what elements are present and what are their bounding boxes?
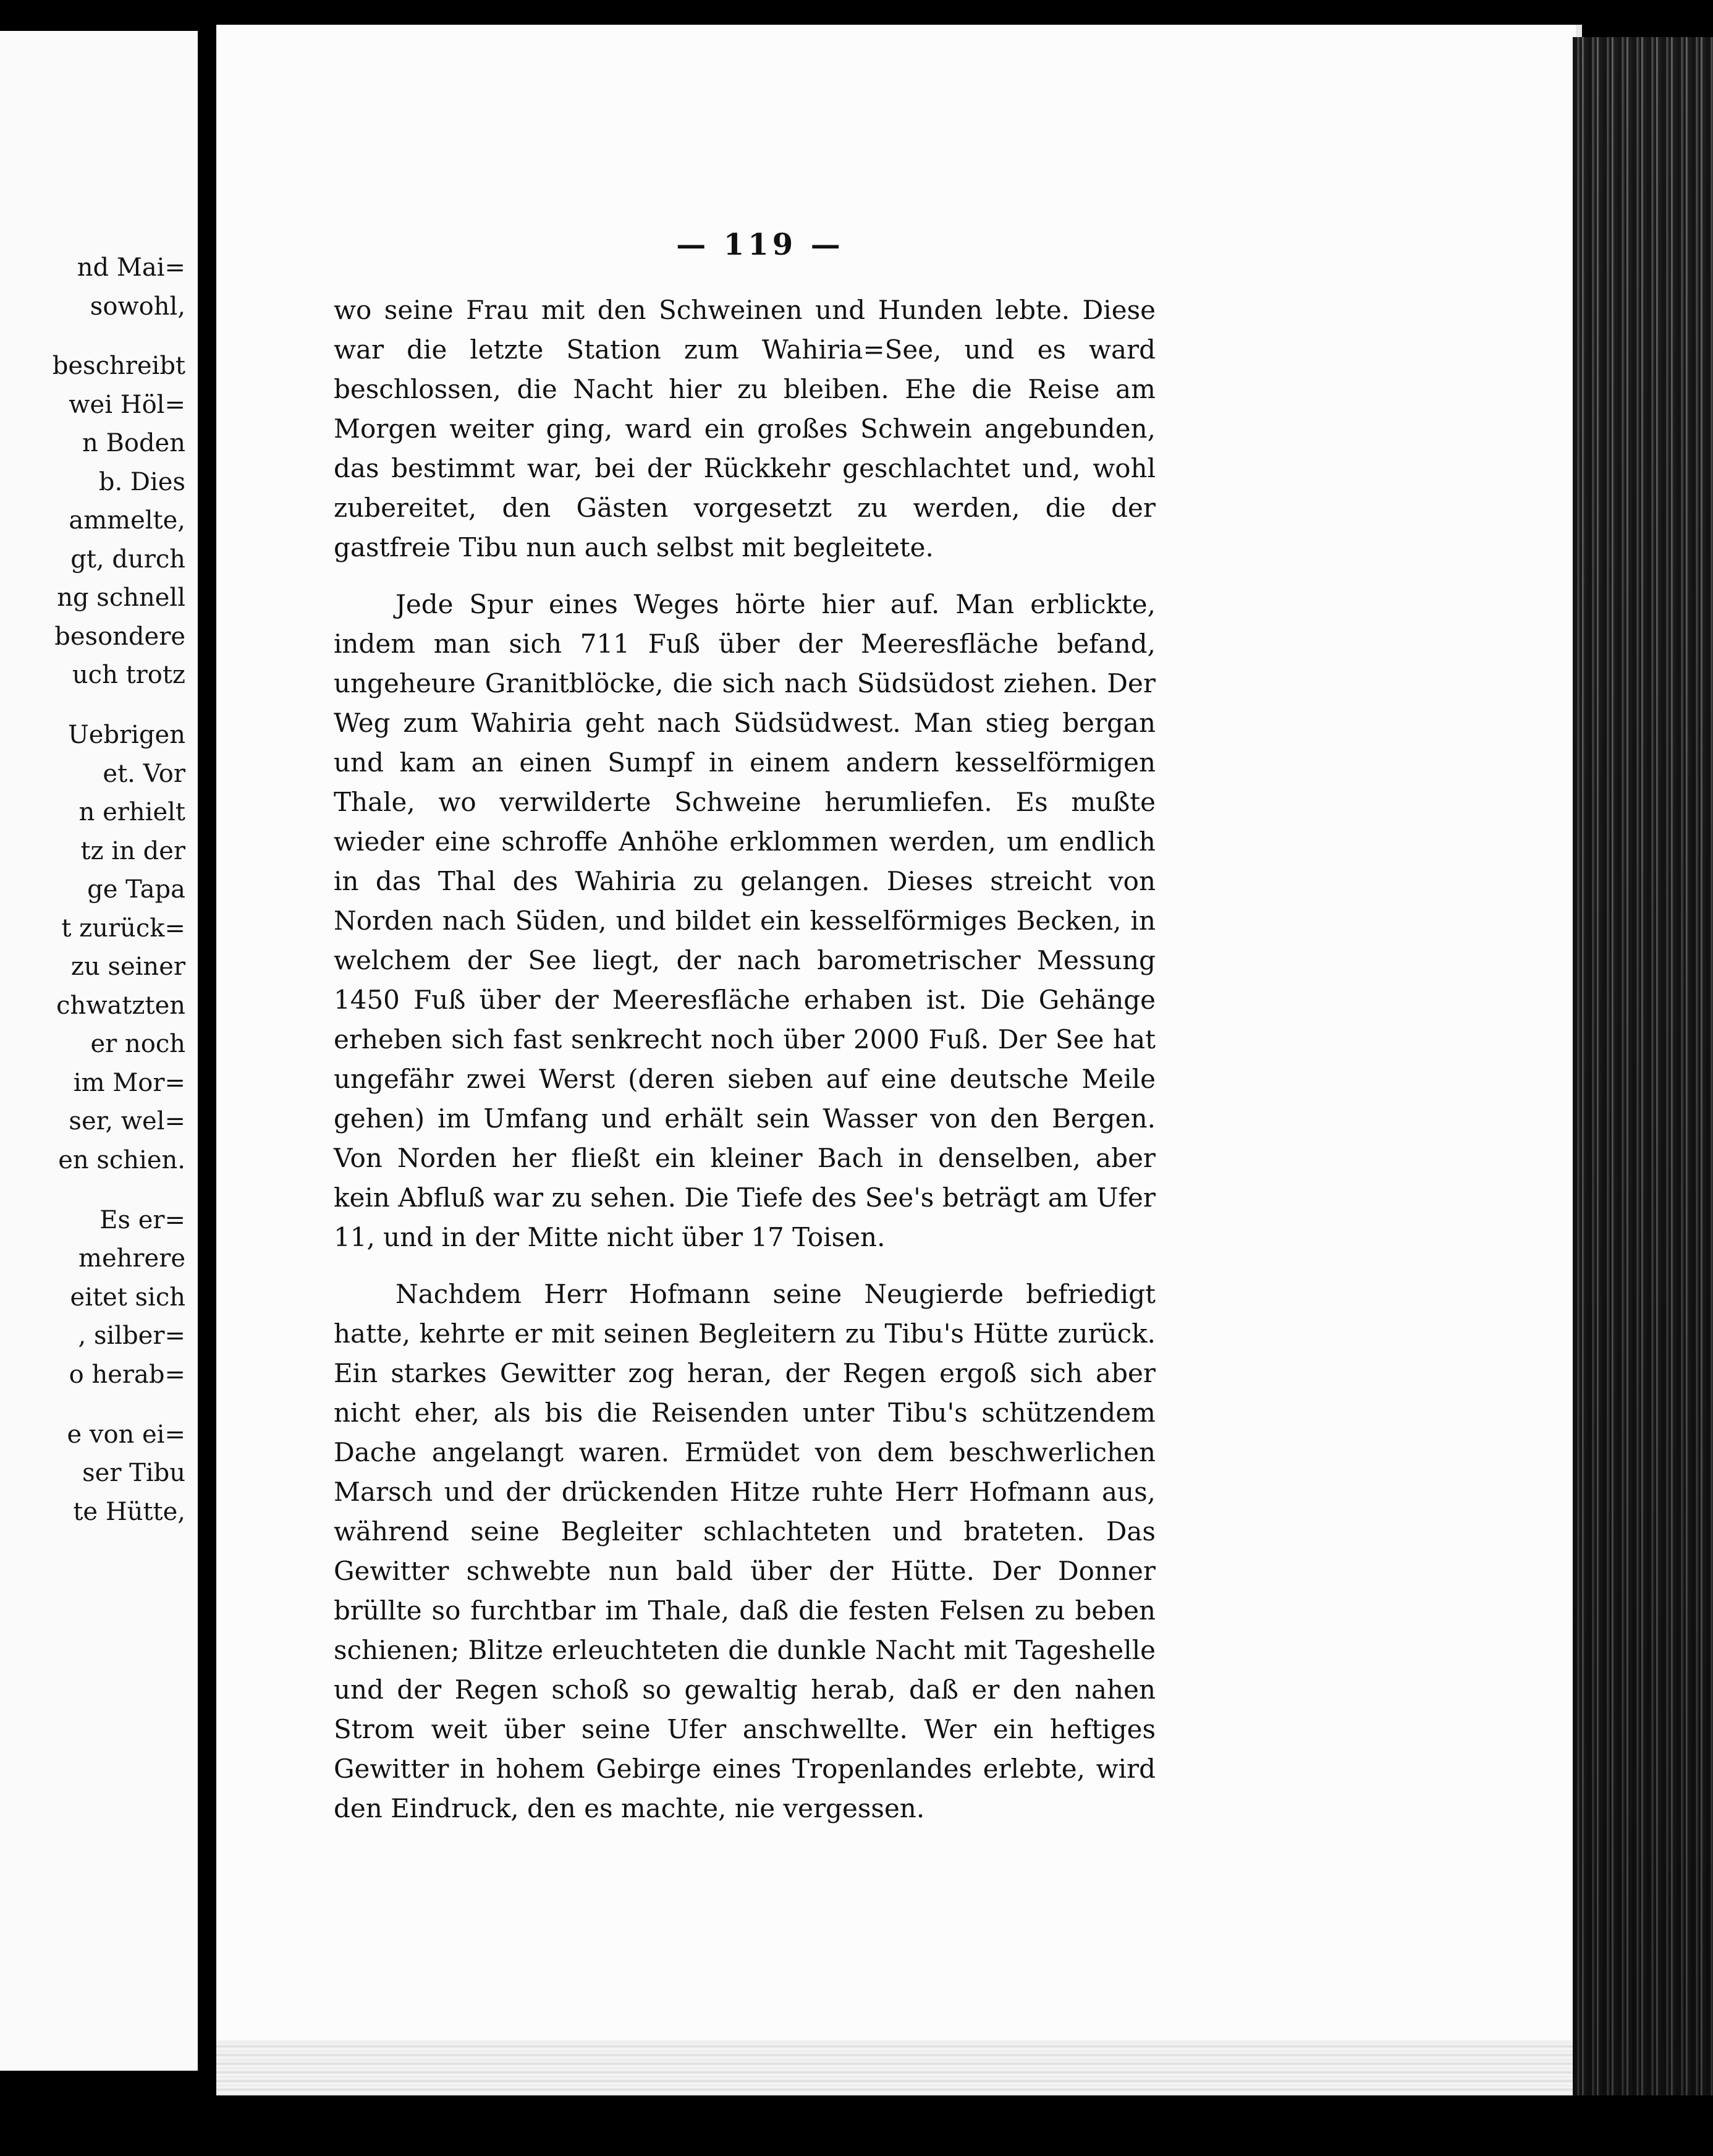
facing-page-line: wei Höl=: [69, 391, 185, 419]
facing-page-line: n erhielt: [78, 798, 185, 826]
facing-page-line: e von ei=: [67, 1420, 185, 1449]
facing-page-line: sowohl,: [90, 292, 185, 321]
page-number: — 119 —: [676, 227, 844, 262]
facing-page-line: ge Tapa: [87, 875, 185, 904]
facing-page-line: ser Tibu: [82, 1459, 185, 1487]
facing-page-line: Es er=: [99, 1206, 185, 1234]
book-page-edges: [1573, 37, 1713, 2095]
facing-page-left: [0, 31, 198, 2071]
body-text: [334, 291, 1156, 1828]
facing-page-line: nd Mai=: [77, 253, 185, 282]
facing-page-line: eitet sich: [70, 1283, 185, 1312]
facing-page-line: et. Vor: [103, 760, 185, 788]
facing-page-line: t zurück=: [61, 914, 185, 943]
facing-page-line: n Boden: [82, 429, 185, 457]
facing-page-line: er noch: [90, 1030, 185, 1058]
facing-page-line: besondere: [54, 622, 185, 651]
facing-page-line: im Mor=: [73, 1069, 185, 1097]
facing-page-line: ng schnell: [57, 584, 185, 612]
facing-page-line: ammelte,: [69, 506, 185, 535]
paragraph-3: Nachdem Herr Hofmann seine Neugierde befriedigt hatte, kehrte er mit seinen Begleitern zu Tibu's Hütte zurück. Ein starkes Gewitter zog heran, der Regen ergoß sich aber nicht eher, als bis die Reisenden unter Tibu's schützendem Dache angelangt waren. Ermüdet von dem beschwerlichen Marsch und der drückenden Hitze ruhte Herr Hofmann aus, während seine Begleiter schlachteten und brateten. Das Gewitter schwebte nun bald über der Hütte. Der Donner brüllte so furchtbar im Thale, daß die festen Felsen zu beben schienen; Blitze erleuchteten die dunkle Nacht mit Tageshelle und der Regen schoß so gewaltig herab, daß er den nahen Strom weit über seine Ufer anschwellte. Wer ein heftiges Gewitter in hohem Gebirge eines Tropenlandes erlebte, wird den Eindruck, den es machte, nie vergessen.: [334, 1279, 1156, 1823]
facing-page-line: , silber=: [78, 1322, 185, 1350]
facing-page-line: o herab=: [69, 1360, 185, 1389]
paragraph-2: Jede Spur eines Weges hörte hier auf. Man erblickte, indem man sich 711 Fuß über der Meeresfläche befand, ungeheure Granitblöcke, die sich nach Südsüdost ziehen. Der Weg zum Wahiria geht nach Südsüdwest. Man stieg bergan und kam an einen Sumpf in einem andern kesselförmigen Thale, wo verwilderte Schweine herumliefen. Es mußte wieder eine schroffe Anhöhe erklommen werden, um endlich in das Thal des Wahiria zu gelangen. Dieses streicht von Norden nach Süden, und bildet ein kesselförmiges Becken, in welchem der See liegt, der nach barometrischer Messung 1450 Fuß über der Meeresfläche erhaben ist. Die Gehänge erheben sich fast senkrecht noch über 2000 Fuß. Der See hat ungefähr zwei Werst (deren sieben auf eine deutsche Meile gehen) im Umfang und erhält sein Wasser von den Bergen. Von Norden her fließt ein kleiner Bach in denselben, aber kein Abfluß war zu sehen. Die Tiefe des See's beträgt am Ufer 11, und in der Mitte nicht über 17 Toisen.: [334, 589, 1156, 1252]
facing-page-line: mehrere: [78, 1244, 185, 1273]
facing-page-line: uch trotz: [72, 661, 185, 689]
facing-page-line: b. Dies: [98, 468, 185, 496]
facing-page-line: zu seiner: [70, 953, 185, 981]
facing-page-line: beschreibt: [52, 352, 185, 380]
facing-page-line: gt, durch: [70, 545, 185, 574]
facing-page-line: te Hütte,: [73, 1498, 185, 1526]
facing-page-line: ser, wel=: [69, 1107, 185, 1135]
facing-page-line: tz in der: [80, 837, 185, 865]
facing-page-line: chwatzten: [56, 991, 185, 1020]
facing-page-line: en schien.: [58, 1146, 185, 1174]
facing-page-line: Uebrigen: [68, 721, 185, 749]
page-bottom-edge: [216, 2040, 1576, 2095]
paragraph-1: wo seine Frau mit den Schweinen und Hunden lebte. Diese war die letzte Station zum Wahiria=See, und es ward beschlossen, die Nacht hier zu bleiben. Ehe die Reise am Morgen weiter ging, ward ein großes Schwein angebunden, das bestimmt war, bei der Rückkehr geschlachtet und, wohl zubereitet, den Gästen vorgesetzt zu werden, die der gastfreie Tibu nun auch selbst mit begleitete.: [334, 295, 1156, 562]
